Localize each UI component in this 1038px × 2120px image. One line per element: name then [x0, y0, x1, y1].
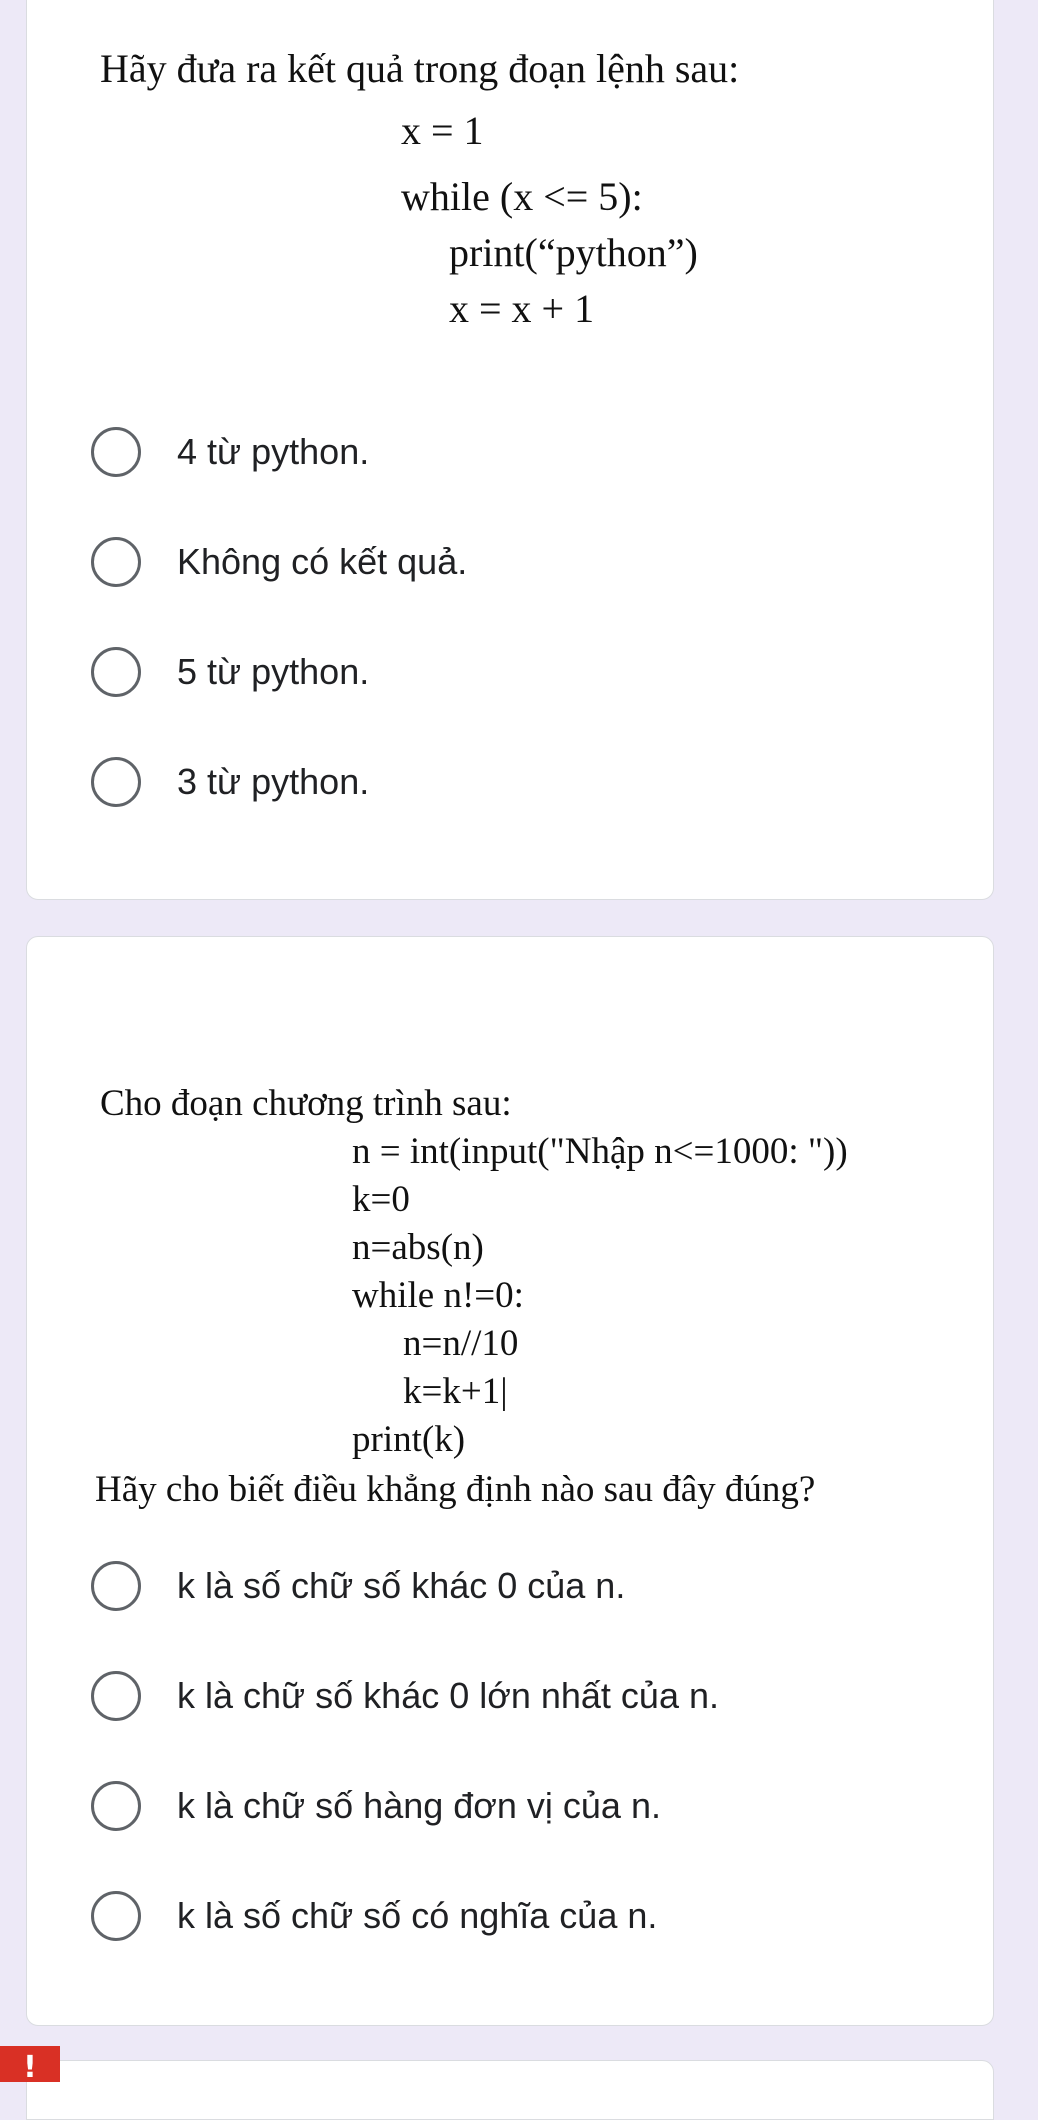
radio-button[interactable] [91, 1891, 141, 1941]
option-3[interactable] [91, 1771, 661, 1841]
code-line: k=0 [352, 1179, 410, 1220]
radio-button[interactable] [91, 647, 141, 697]
code-line: x = 1 [401, 108, 484, 153]
option-label: 4 từ python. [177, 431, 370, 472]
code-line: n=abs(n) [352, 1227, 484, 1268]
error-icon: ! [0, 2046, 60, 2082]
option-label: k là chữ số khác 0 lớn nhất của n. [177, 1675, 720, 1716]
radio-button[interactable] [91, 1671, 141, 1721]
option-label: 5 từ python. [177, 651, 370, 692]
question-card-1 [26, 0, 994, 900]
radio-button[interactable] [91, 1561, 141, 1611]
question-title: Cho đoạn chương trình sau: [100, 1083, 512, 1124]
code-line: print(“python”) [449, 230, 698, 275]
question-card-3 [26, 2060, 994, 2120]
code-line: while n!=0: [352, 1275, 524, 1316]
option-3[interactable] [91, 637, 369, 707]
code-line: n = int(input("Nhập n<=1000: ")) [352, 1131, 848, 1172]
code-line: x = x + 1 [449, 286, 595, 331]
radio-button[interactable] [91, 757, 141, 807]
option-1[interactable] [91, 1551, 625, 1621]
option-label: k là số chữ số có nghĩa của n. [177, 1895, 658, 1936]
radio-button[interactable] [91, 427, 141, 477]
option-2[interactable] [91, 527, 467, 597]
question-title: Hãy đưa ra kết quả trong đoạn lệnh sau: [100, 46, 740, 91]
option-4[interactable] [91, 747, 369, 817]
code-line: while (x <= 5): [401, 174, 643, 219]
radio-button[interactable] [91, 1781, 141, 1831]
question-card-2 [26, 936, 994, 2026]
code-line: print(k) [352, 1419, 466, 1460]
option-label: Không có kết quả. [177, 541, 468, 582]
option-label: k là chữ số hàng đơn vị của n. [177, 1785, 661, 1826]
option-1[interactable] [91, 417, 369, 487]
radio-button[interactable] [91, 537, 141, 587]
option-label: 3 từ python. [177, 761, 370, 802]
code-line: k=k+1| [403, 1371, 508, 1412]
option-label: k là số chữ số khác 0 của n. [177, 1565, 626, 1606]
question-subtitle: Hãy cho biết điều khẳng định nào sau đây đúng? [95, 1469, 816, 1510]
code-line: n=n//10 [403, 1323, 519, 1364]
option-2[interactable] [91, 1661, 719, 1731]
option-4[interactable] [91, 1881, 657, 1951]
